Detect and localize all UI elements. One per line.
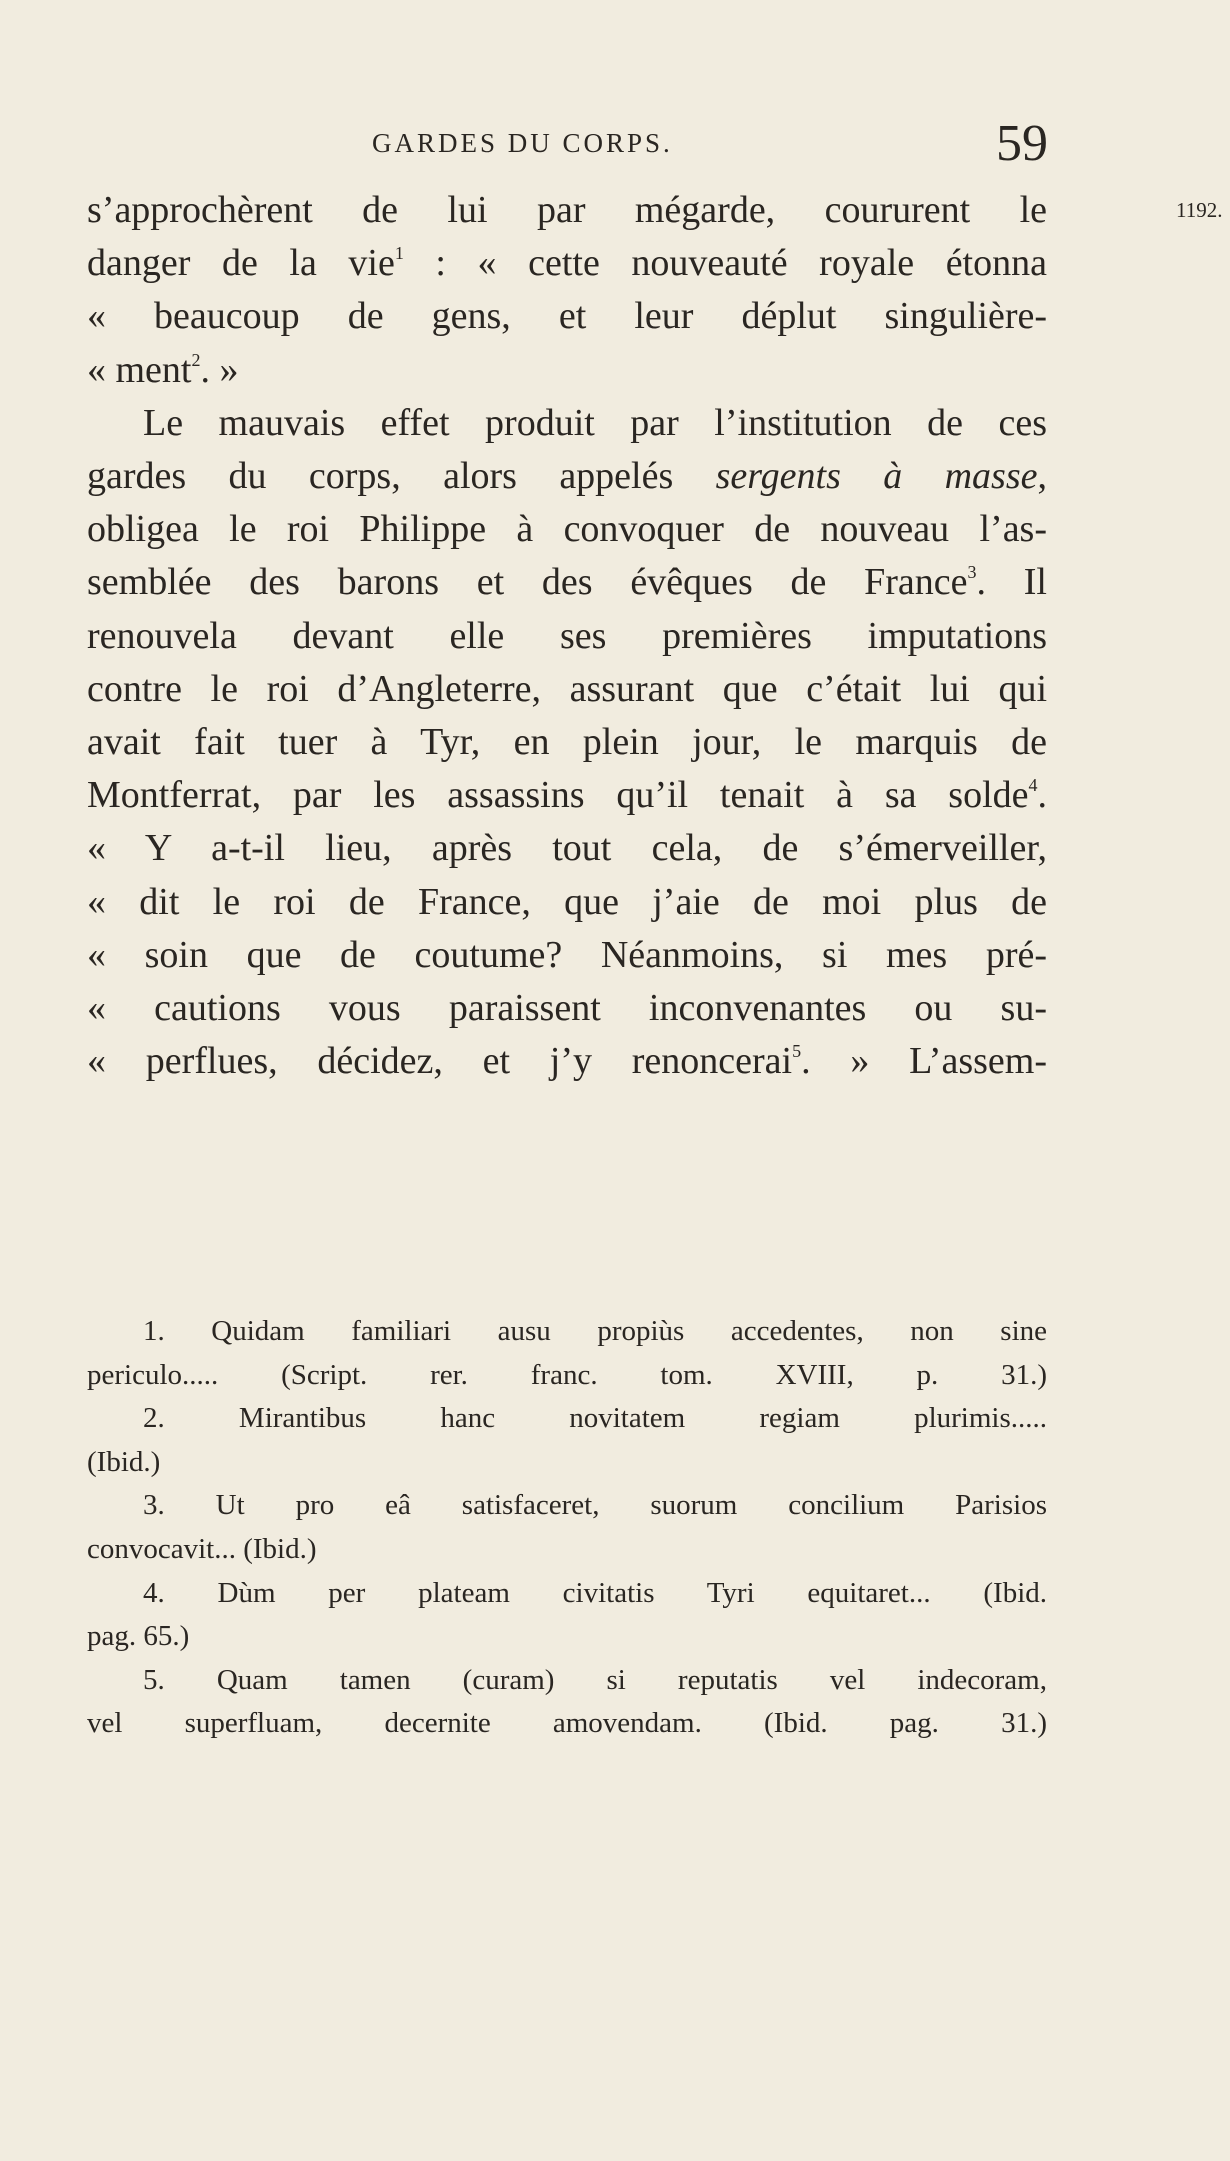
body-line: Le mauvais effet produit par l’institution de ces [143, 401, 1047, 444]
footnote-line: periculo..... (Script. rer. franc. tom. XVIII, p. 31.) [87, 1358, 1047, 1391]
body-line: contre le roi d’Angleterre, assurant que c’était lui qui [87, 667, 1047, 710]
body-line: danger de la vie$^1$ : « cette nouveauté royale étonna [87, 242, 1047, 285]
body-line: Montferrat, par les assassins qu’il tenait à sa solde$^4$. [87, 774, 1047, 817]
footnote-line: convocavit... (Ibid.) [87, 1532, 317, 1565]
page-header [0, 115, 1230, 172]
body-line: obligea le roi Philippe à convoquer de nouveau l’as- [87, 508, 1047, 551]
body-line: gardes du corps, alors appelés sergents à masse, [87, 455, 1047, 498]
footnote-ref: 5 [792, 1041, 802, 1062]
body-text [87, 184, 1047, 1088]
body-line: « cautions vous paraissent inconvenantes ou su- [87, 987, 1047, 1030]
body-line: « soin que de coutume? Néanmoins, si mes pré- [87, 933, 1047, 976]
footnotes [87, 1310, 1047, 1746]
margin-year-note: 1192. [1176, 198, 1223, 222]
footnote-line: (Ibid.) [87, 1445, 161, 1478]
footnote-line: pag. 65.) [87, 1620, 190, 1653]
body-line: avait fait tuer à Tyr, en plein jour, le marquis de [87, 721, 1047, 764]
footnote-line: 3. Ut pro eâ satisfaceret, suorum concilium Parisios [143, 1489, 1047, 1522]
page-number: 59 [996, 115, 1048, 172]
body-line: « Y a-t-il lieu, après tout cela, de s’émerveiller, [87, 827, 1047, 870]
body-line: semblée des barons et des évêques de France$^3$. Il [87, 561, 1047, 604]
footnote-line: vel superfluam, decernite amovendam. (Ibid. pag. 31.) [87, 1707, 1047, 1740]
body-line: s’approchèrent de lui par mégarde, coururent le [87, 189, 1047, 231]
body-line: renouvela devant elle ses premières imputations [87, 614, 1047, 657]
body-line: « beaucoup de gens, et leur déplut singulière- [87, 295, 1047, 338]
body-line: « perflues, décidez, et j’y renoncerai$^5$. » L’assem- [87, 1040, 1047, 1083]
italic-term: sergents à masse [715, 455, 1038, 498]
footnote-ref: 2 [191, 349, 201, 370]
footnote-ref: 3 [967, 562, 977, 583]
footnote-line: 4. Dùm per plateam civitatis Tyri equitaret... (Ibid. [143, 1576, 1047, 1609]
footnote-line: 1. Quidam familiari ausu propiùs accedentes, non sine [143, 1315, 1047, 1347]
footnote-line: 5. Quam tamen (curam) si reputatis vel indecoram, [143, 1663, 1047, 1696]
body-line: « ment$^2$. » [87, 348, 239, 391]
body-line: « dit le roi de France, que j’aie de moi plus de [87, 880, 1047, 923]
running-title: GARDES DU CORPS. [372, 128, 673, 158]
footnote-ref: 4 [1028, 775, 1038, 796]
footnote-ref: 1 [394, 243, 404, 264]
footnote-line: 2. Mirantibus hanc novitatem regiam plurimis..... [143, 1402, 1047, 1435]
